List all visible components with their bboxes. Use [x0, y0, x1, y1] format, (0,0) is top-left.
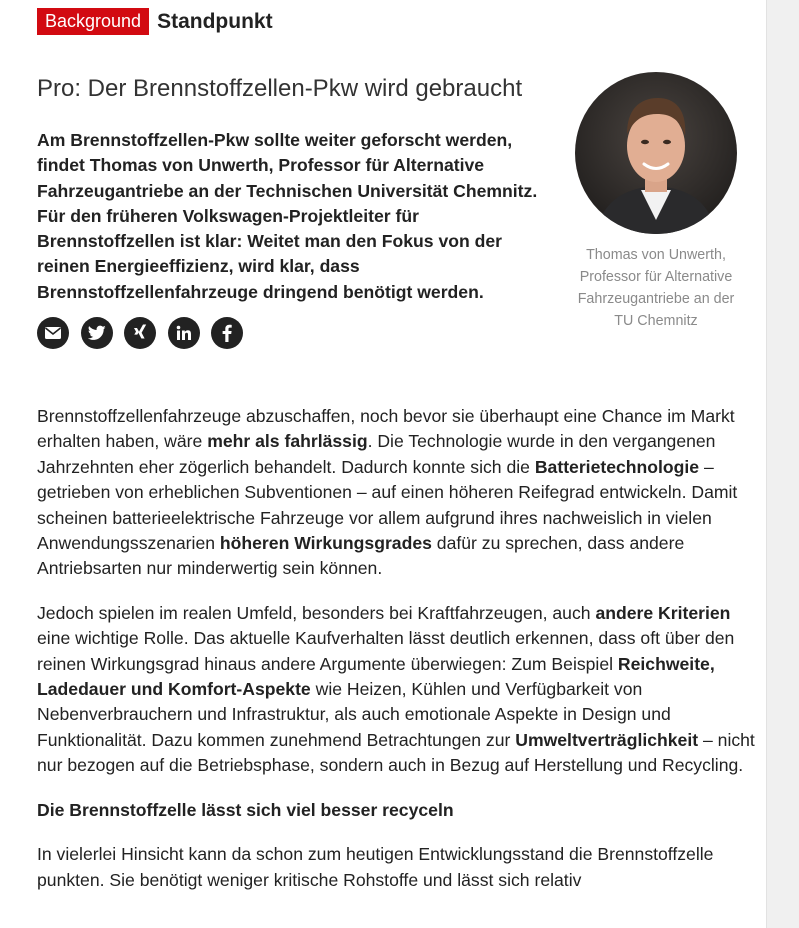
- share-linkedin-button[interactable]: [168, 317, 200, 349]
- share-facebook-button[interactable]: [211, 317, 243, 349]
- emphasis: Umweltverträglichkeit: [515, 729, 699, 750]
- paragraph-1: Brennstoffzellenfahrzeuge abzuschaffen, noch bevor sie überhaupt eine Chance im Markt erhalten haben, wäre mehr als fahrlässig. Die Technologie wurde in den vergangenen Jahrzehnten eher zögerlich behandelt. Dadurch konnte sich die Batterietechnologie – getrieben von erheblichen Subventionen – auf einen höheren Reifegrad entwickeln. Damit scheinen batterieelektrische Fahrzeuge vor allem aufgrund ihres nachweislich in vielen Anwendungsszenarien höheren Wirkungsgrades dafür zu sprechen, dass andere Antriebsarten nur minderwertig sein können.: [37, 406, 738, 579]
- scrollbar[interactable]: [766, 0, 799, 928]
- article-headline: Pro: Der Brennstoffzellen-Pkw wird gebraucht: [37, 75, 523, 102]
- paragraph-3: In vielerlei Hinsicht kann da schon zum heutigen Entwicklungsstand die Brennstoffzelle punkten. Sie benötigt weniger kritische Rohstoffe und lässt sich relativ: [37, 844, 714, 890]
- category-badge[interactable]: Background: [37, 8, 149, 35]
- article-lead: Am Brennstoffzellen-Pkw sollte weiter geforscht werden, findet Thomas von Unwerth, Professor für Alternative Fahrzeugantriebe an der Technischen Universität Chemnitz. Für den früheren Volkswagen-Projektleiter für Brennstoffzellen ist klar: Weitet man den Fokus von der reinen Energieeffizienz, wird klar, dass Brennstoffzellenfahrzeuge dringend benötigt werden.: [37, 130, 538, 302]
- emphasis: höheren Wirkungsgrades: [219, 533, 432, 554]
- author-portrait: [575, 72, 737, 234]
- author-photo: [575, 72, 737, 234]
- facebook-icon: [222, 324, 232, 342]
- article-subheading: Die Brennstoffzelle lässt sich viel besser recyceln: [37, 799, 454, 820]
- linkedin-icon: [176, 325, 192, 341]
- twitter-icon: [88, 325, 106, 341]
- share-bar: [37, 317, 255, 349]
- paragraph-2: Jedoch spielen im realen Umfeld, besonders bei Kraftfahrzeugen, auch andere Kriterien eine wichtige Rolle. Das aktuelle Kaufverhalten lässt deutlich erkennen, dass oft über den reinen Wirkungsgrad hinaus andere Argumente überwiegen: Zum Beispiel Reichweite, Ladedauer und Komfort-Aspekte wie Heizen, Kühlen und Verfügbarkeit von Nebenverbrauchern und Infrastruktur, als auch emotionale Aspekte in Design und Funktionalität. Dazu kommen zunehmend Betrachtungen zur Umweltverträglichkeit – nicht nur bezogen auf die Betriebsphase, sondern auch in Bezug auf Herstellung und Recycling.: [37, 602, 755, 776]
- emphasis: Batterietechnologie: [534, 456, 700, 477]
- xing-icon: [132, 324, 148, 342]
- emphasis: mehr als fahrlässig: [207, 431, 368, 452]
- emphasis: andere Kriterien: [595, 602, 731, 623]
- portrait-caption: Thomas von Unwerth, Professor für Alternative Fahrzeugantriebe an der TU Chemnitz: [577, 247, 735, 329]
- share-xing-button[interactable]: [124, 317, 156, 349]
- section-title: Standpunkt: [157, 9, 273, 33]
- section-header: [37, 8, 273, 35]
- mail-icon: [44, 326, 62, 340]
- emphasis: Reichweite, Ladedauer und Komfort-Aspekte: [37, 653, 715, 700]
- share-twitter-button[interactable]: [81, 317, 113, 349]
- share-mail-button[interactable]: [37, 317, 69, 349]
- article-body: [37, 404, 757, 912]
